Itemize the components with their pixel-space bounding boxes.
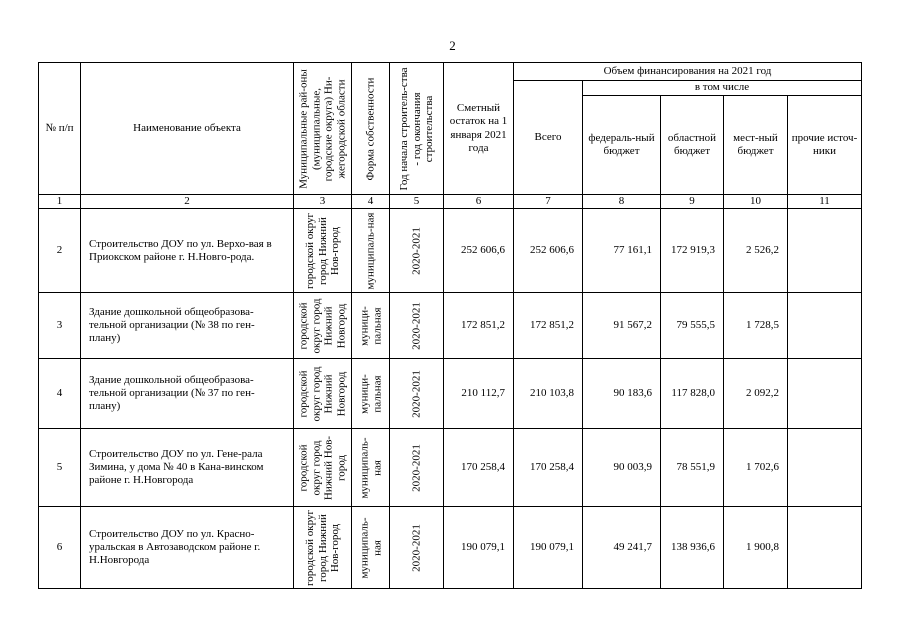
local-value: 1 702,6 [724,429,788,507]
local-value: 1 900,8 [724,507,788,589]
header-ownership: Форма собственности [364,77,377,180]
header-ownership-cell [352,63,390,195]
column-numbers-row [39,195,862,209]
years-cell [390,429,444,507]
regional-value: 172 919,3 [661,209,724,293]
district: городской округ город Нижний Нов-город [297,435,348,500]
ownership-cell [352,209,390,293]
other-value [788,429,862,507]
local-value: 1 728,5 [724,293,788,359]
local-value: 2 092,2 [724,359,788,429]
other-value [788,507,862,589]
balance-value: 210 112,7 [444,359,514,429]
page-number: 2 [449,38,456,53]
header-other: прочие источ-ники [788,96,862,195]
federal-value: 49 241,7 [583,507,661,589]
table-row [39,429,862,507]
ownership: муници-пальная [357,305,383,346]
regional-value: 117 828,0 [661,359,724,429]
total-value: 210 103,8 [514,359,583,429]
regional-value: 78 551,9 [661,429,724,507]
ownership: муниципаль-ная [357,517,383,579]
district: городской округ город Нижний Новгород [297,298,348,354]
column-number: 1 [39,195,81,209]
other-value [788,359,862,429]
column-number: 8 [583,195,661,209]
row-number: 6 [39,507,81,589]
header-total: Всего [514,81,583,195]
district-cell [294,429,352,507]
column-number: 6 [444,195,514,209]
district-cell [294,293,352,359]
ownership: муниципаль-ная [357,437,383,499]
header-including: в том числе [583,81,862,96]
years: 2020-2021 [410,443,423,492]
ownership-cell [352,429,390,507]
row-number: 4 [39,359,81,429]
header-district: Муниципальные рай-оны (муниципальные, городские округа) Ни-жегородской области [297,68,348,189]
header-object-name: Наименование объекта [81,63,294,195]
row-number: 2 [39,209,81,293]
table-row [39,359,862,429]
header-federal: федераль-ный бюджет [583,96,661,195]
total-value: 252 606,6 [514,209,583,293]
row-number: 3 [39,293,81,359]
table-row [39,293,862,359]
object-name: Строительство ДОУ по ул. Красно-уральская в Автозаводском районе г. Н.Новгорода [81,507,294,589]
other-value [788,293,862,359]
years: 2020-2021 [410,301,423,350]
balance-value: 252 606,6 [444,209,514,293]
balance-value: 170 258,4 [444,429,514,507]
header-balance: Сметный остаток на 1 января 2021 года [444,63,514,195]
column-number: 3 [294,195,352,209]
header-local: мест-ный бюджет [724,96,788,195]
column-number: 4 [352,195,390,209]
ownership-cell [352,359,390,429]
federal-value: 90 003,9 [583,429,661,507]
object-name: Здание дошкольной общеобразова-тельной организации (№ 37 по ген-плану) [81,359,294,429]
table-row [39,507,862,589]
header-funding-group: Объем финансирования на 2021 год [514,63,862,81]
district: городской округ город Нижний Нов-город [303,212,341,289]
header-row-number: № п/п [39,63,81,195]
district-cell [294,507,352,589]
years: 2020-2021 [410,523,423,572]
object-name: Строительство ДОУ по ул. Верхо-вая в Приокском районе г. Н.Новго-рода. [81,209,294,293]
header-district-cell [294,63,352,195]
years-cell [390,293,444,359]
row-number: 5 [39,429,81,507]
total-value: 190 079,1 [514,507,583,589]
ownership-cell [352,293,390,359]
balance-value: 172 851,2 [444,293,514,359]
column-number: 5 [390,195,444,209]
column-number: 9 [661,195,724,209]
years-cell [390,359,444,429]
column-number: 10 [724,195,788,209]
years: 2020-2021 [410,369,423,418]
federal-value: 91 567,2 [583,293,661,359]
local-value: 2 526,2 [724,209,788,293]
federal-value: 90 183,6 [583,359,661,429]
object-name: Строительство ДОУ по ул. Гене-рала Зимина, у дома № 40 в Кана-винском районе г. Н.Новгорода [81,429,294,507]
regional-value: 138 936,6 [661,507,724,589]
column-number: 11 [788,195,862,209]
column-number: 2 [81,195,294,209]
column-number: 7 [514,195,583,209]
header-years: Год начала строитель-ства - год окончания строительства [397,66,435,191]
header-years-cell [390,63,444,195]
object-name: Здание дошкольной общеобразова-тельной организации (№ 38 по ген-плану) [81,293,294,359]
federal-value: 77 161,1 [583,209,661,293]
years-cell [390,209,444,293]
other-value [788,209,862,293]
district: городской округ город Нижний Нов-город [303,509,341,586]
district: городской округ город Нижний Новгород [297,366,348,422]
regional-value: 79 555,5 [661,293,724,359]
total-value: 170 258,4 [514,429,583,507]
table-row [39,209,862,293]
district-cell [294,359,352,429]
years-cell [390,507,444,589]
header-regional: областной бюджет [661,96,724,195]
ownership: муниципаль-ная [364,212,377,290]
district-cell [294,209,352,293]
funding-table [38,62,862,589]
ownership-cell [352,507,390,589]
total-value: 172 851,2 [514,293,583,359]
ownership: муници-пальная [357,373,383,414]
years: 2020-2021 [410,226,423,275]
balance-value: 190 079,1 [444,507,514,589]
